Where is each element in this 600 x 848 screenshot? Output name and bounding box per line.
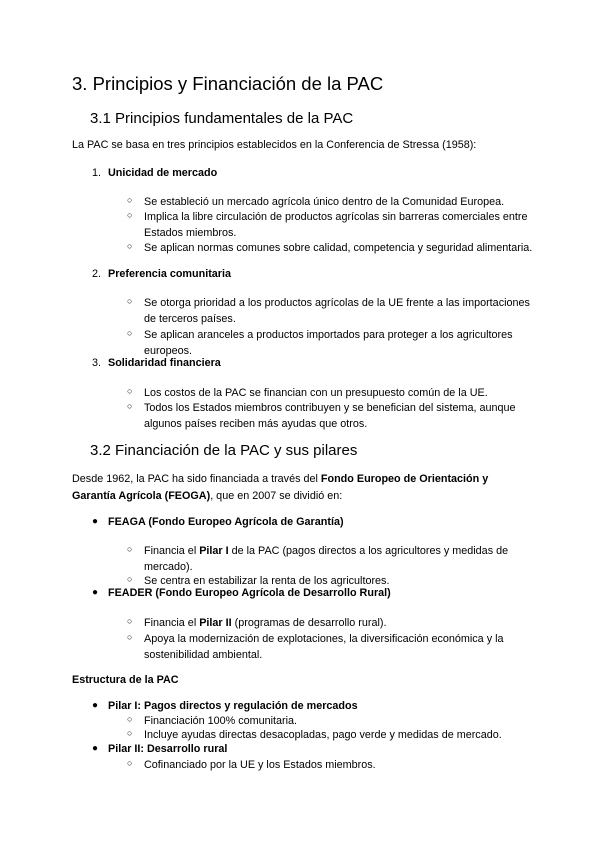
list-item: Financia el Pilar I de la PAC (pagos directos a los agricultores y medidas de mercado). bbox=[144, 545, 509, 573]
pillar-title: Pilar I: Pagos directos y regulación de mercados bbox=[108, 700, 358, 712]
hollow-bullet-icon: ○ bbox=[127, 544, 133, 554]
list-item: Incluye ayudas directas desacopladas, pago verde y medidas de mercado. bbox=[144, 729, 502, 741]
hollow-bullet-icon: ○ bbox=[127, 210, 133, 220]
filled-bullet-icon: ● bbox=[92, 700, 99, 711]
list-item: Financiación 100% comunitaria. bbox=[144, 715, 298, 727]
list-item: Los costos de la PAC se financian con un presupuesto común de la UE. bbox=[144, 387, 488, 399]
principle-title: Preferencia comunitaria bbox=[108, 268, 232, 280]
principle-title: Solidaridad financiera bbox=[108, 357, 221, 369]
page-title: 3. Principios y Financiación de la PAC bbox=[72, 73, 384, 94]
hollow-bullet-icon: ○ bbox=[127, 714, 133, 724]
hollow-bullet-icon: ○ bbox=[127, 632, 133, 642]
financing-intro bbox=[72, 471, 512, 505]
structure-title: Estructura de la PAC bbox=[72, 674, 179, 686]
section-title-principles: 3.1 Principios fundamentales de la PAC bbox=[90, 110, 354, 127]
hollow-bullet-icon: ○ bbox=[127, 195, 133, 205]
list-item: Se centra en estabilizar la renta de los agricultores. bbox=[144, 575, 390, 587]
hollow-bullet-icon: ○ bbox=[127, 616, 133, 626]
intro-text: Desde 1962, la PAC ha sido financiada a través del bbox=[72, 473, 321, 485]
list-item: Implica la libre circulación de productos agrícolas sin barreras comerciales entre Estados miembros. bbox=[144, 211, 528, 239]
list-item: Todos los Estados miembros contribuyen y se benefician del sistema, aunque algunos países reciben más ayudas que otros. bbox=[144, 402, 516, 430]
hollow-bullet-icon: ○ bbox=[127, 401, 133, 411]
hollow-bullet-icon: ○ bbox=[127, 386, 133, 396]
hollow-bullet-icon: ○ bbox=[127, 241, 133, 251]
list-item: Se aplican aranceles a productos importados para proteger a los agricultores europeos. bbox=[144, 329, 513, 357]
section-title-financing: 3.2 Financiación de la PAC y sus pilares bbox=[90, 442, 358, 459]
principles-intro: La PAC se basa en tres principios establecidos en la Conferencia de Stressa (1958): bbox=[72, 139, 477, 151]
principle-number: 3. bbox=[92, 357, 102, 369]
list-item: Cofinanciado por la UE y los Estados miembros. bbox=[144, 759, 376, 771]
filled-bullet-icon: ● bbox=[92, 587, 99, 598]
hollow-bullet-icon: ○ bbox=[127, 328, 133, 338]
intro-text-end: , que en 2007 se dividió en: bbox=[210, 490, 343, 502]
fund-title: FEAGA (Fondo Europeo Agrícola de Garantía) bbox=[108, 516, 344, 528]
list-item: Se aplican normas comunes sobre calidad, competencia y seguridad alimentaria. bbox=[144, 242, 533, 254]
principle-number: 2. bbox=[92, 268, 102, 280]
list-item: Financia el Pilar II (programas de desarrollo rural). bbox=[144, 617, 387, 629]
list-item: Se otorga prioridad a los productos agrícolas de la UE frente a las importaciones de terceros países. bbox=[144, 297, 530, 325]
list-item: Se estableció un mercado agrícola único dentro de la Comunidad Europea. bbox=[144, 196, 505, 208]
hollow-bullet-icon: ○ bbox=[127, 296, 133, 306]
hollow-bullet-icon: ○ bbox=[127, 574, 133, 584]
principle-title: Unicidad de mercado bbox=[108, 167, 218, 179]
intro-fund-name: Fondo Europeo de Orientación y Garantía Agrícola (FEOGA) bbox=[72, 473, 489, 502]
hollow-bullet-icon: ○ bbox=[127, 758, 133, 768]
filled-bullet-icon: ● bbox=[92, 516, 99, 527]
filled-bullet-icon: ● bbox=[92, 743, 99, 754]
hollow-bullet-icon: ○ bbox=[127, 728, 133, 738]
pillar-title: Pilar II: Desarrollo rural bbox=[108, 743, 228, 755]
principle-number: 1. bbox=[92, 167, 102, 179]
list-item: Apoya la modernización de explotaciones, la diversificación económica y la sostenibilidad ambiental. bbox=[144, 633, 504, 661]
fund-title: FEADER (Fondo Europeo Agrícola de Desarrollo Rural) bbox=[108, 587, 391, 599]
